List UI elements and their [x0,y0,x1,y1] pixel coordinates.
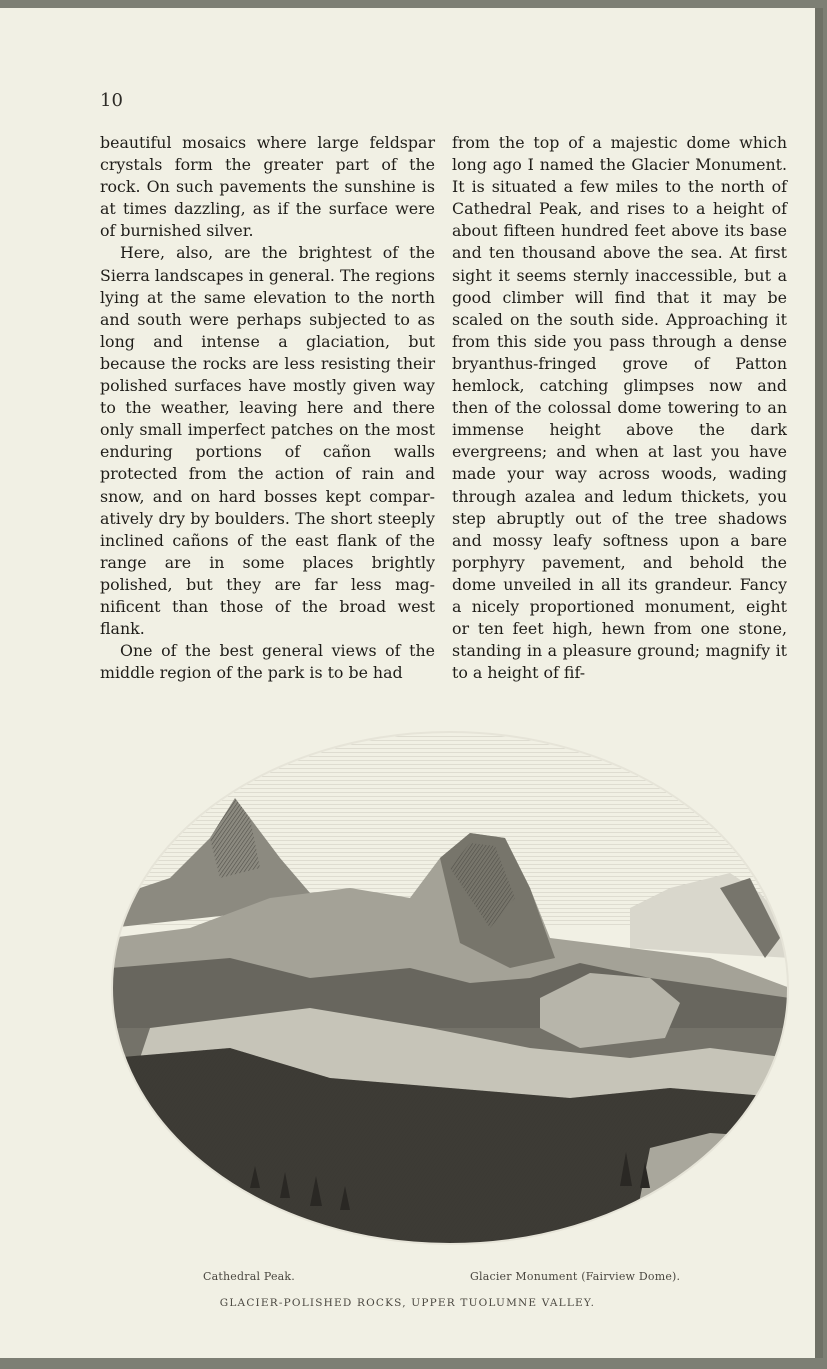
paragraph: beautiful mosaics where large feldspar crystals form the greater part of the rock. On such pavements the sunshine is at times dazzling, as if the surface were of burnished silver. [100,133,435,241]
illustration-caption: GLACIER-POLISHED ROCKS, UPPER TUOLUMNE VALLEY. [219,1297,596,1309]
illustration-label-left: Cathedral Peak. [203,1270,295,1283]
text-column-left [100,132,435,684]
text-column-right [452,132,787,684]
book-page [0,8,823,1358]
engraving-illustration [110,728,790,1248]
paragraph: One of the best general views of the middle region of the park is to be had [100,641,435,683]
illustration-label-right: Glacier Monument (Fairview Dome). [470,1270,681,1283]
page-number: 10 [100,90,123,111]
paragraph: Here, also, are the brightest of the Sierra landscapes in general. The regions lying at the same elevation to the north and south were perhaps subjected to as long and intense a glaciation, but because the rocks are less resisting their polished surfaces have mostly given way to the weather, leaving here and there only small imperfect patches on the most enduring portions of cañon walls protected from the action of rain and snow, and on hard bosses kept comparatively dry by boulders. The short steeply inclined cañons of the east flank of the range are in some places brightly polished, but they are far less magnificent than those of the broad west flank. [100,243,435,639]
paragraph: from the top of a majestic dome which long ago I named the Glacier Monument. It is situated a few miles to the north of Cathedral Peak, and rises to a height of about fifteen hundred feet above its base and ten thousand above the sea. At first sight it seems sternly inaccessible, but a good climber will find that it may be scaled on the south side. Approaching it from this side you pass through a dense bryanthus-fringed grove of Patton hemlock, catching glimpses now and then of the colossal dome towering to an immense height above the dark evergreens; and when at last you have made your way across woods, wading through azalea and ledum thickets, you step abruptly out of the tree shadows and mossy leafy softness upon a bare porphyry pavement, and behold the dome unveiled in all its grandeur. Fancy a nicely proportioned monument, eight or ten feet high, hewn from one stone, standing in a pleasure ground; magnify it to a height of fif- [452,133,787,683]
